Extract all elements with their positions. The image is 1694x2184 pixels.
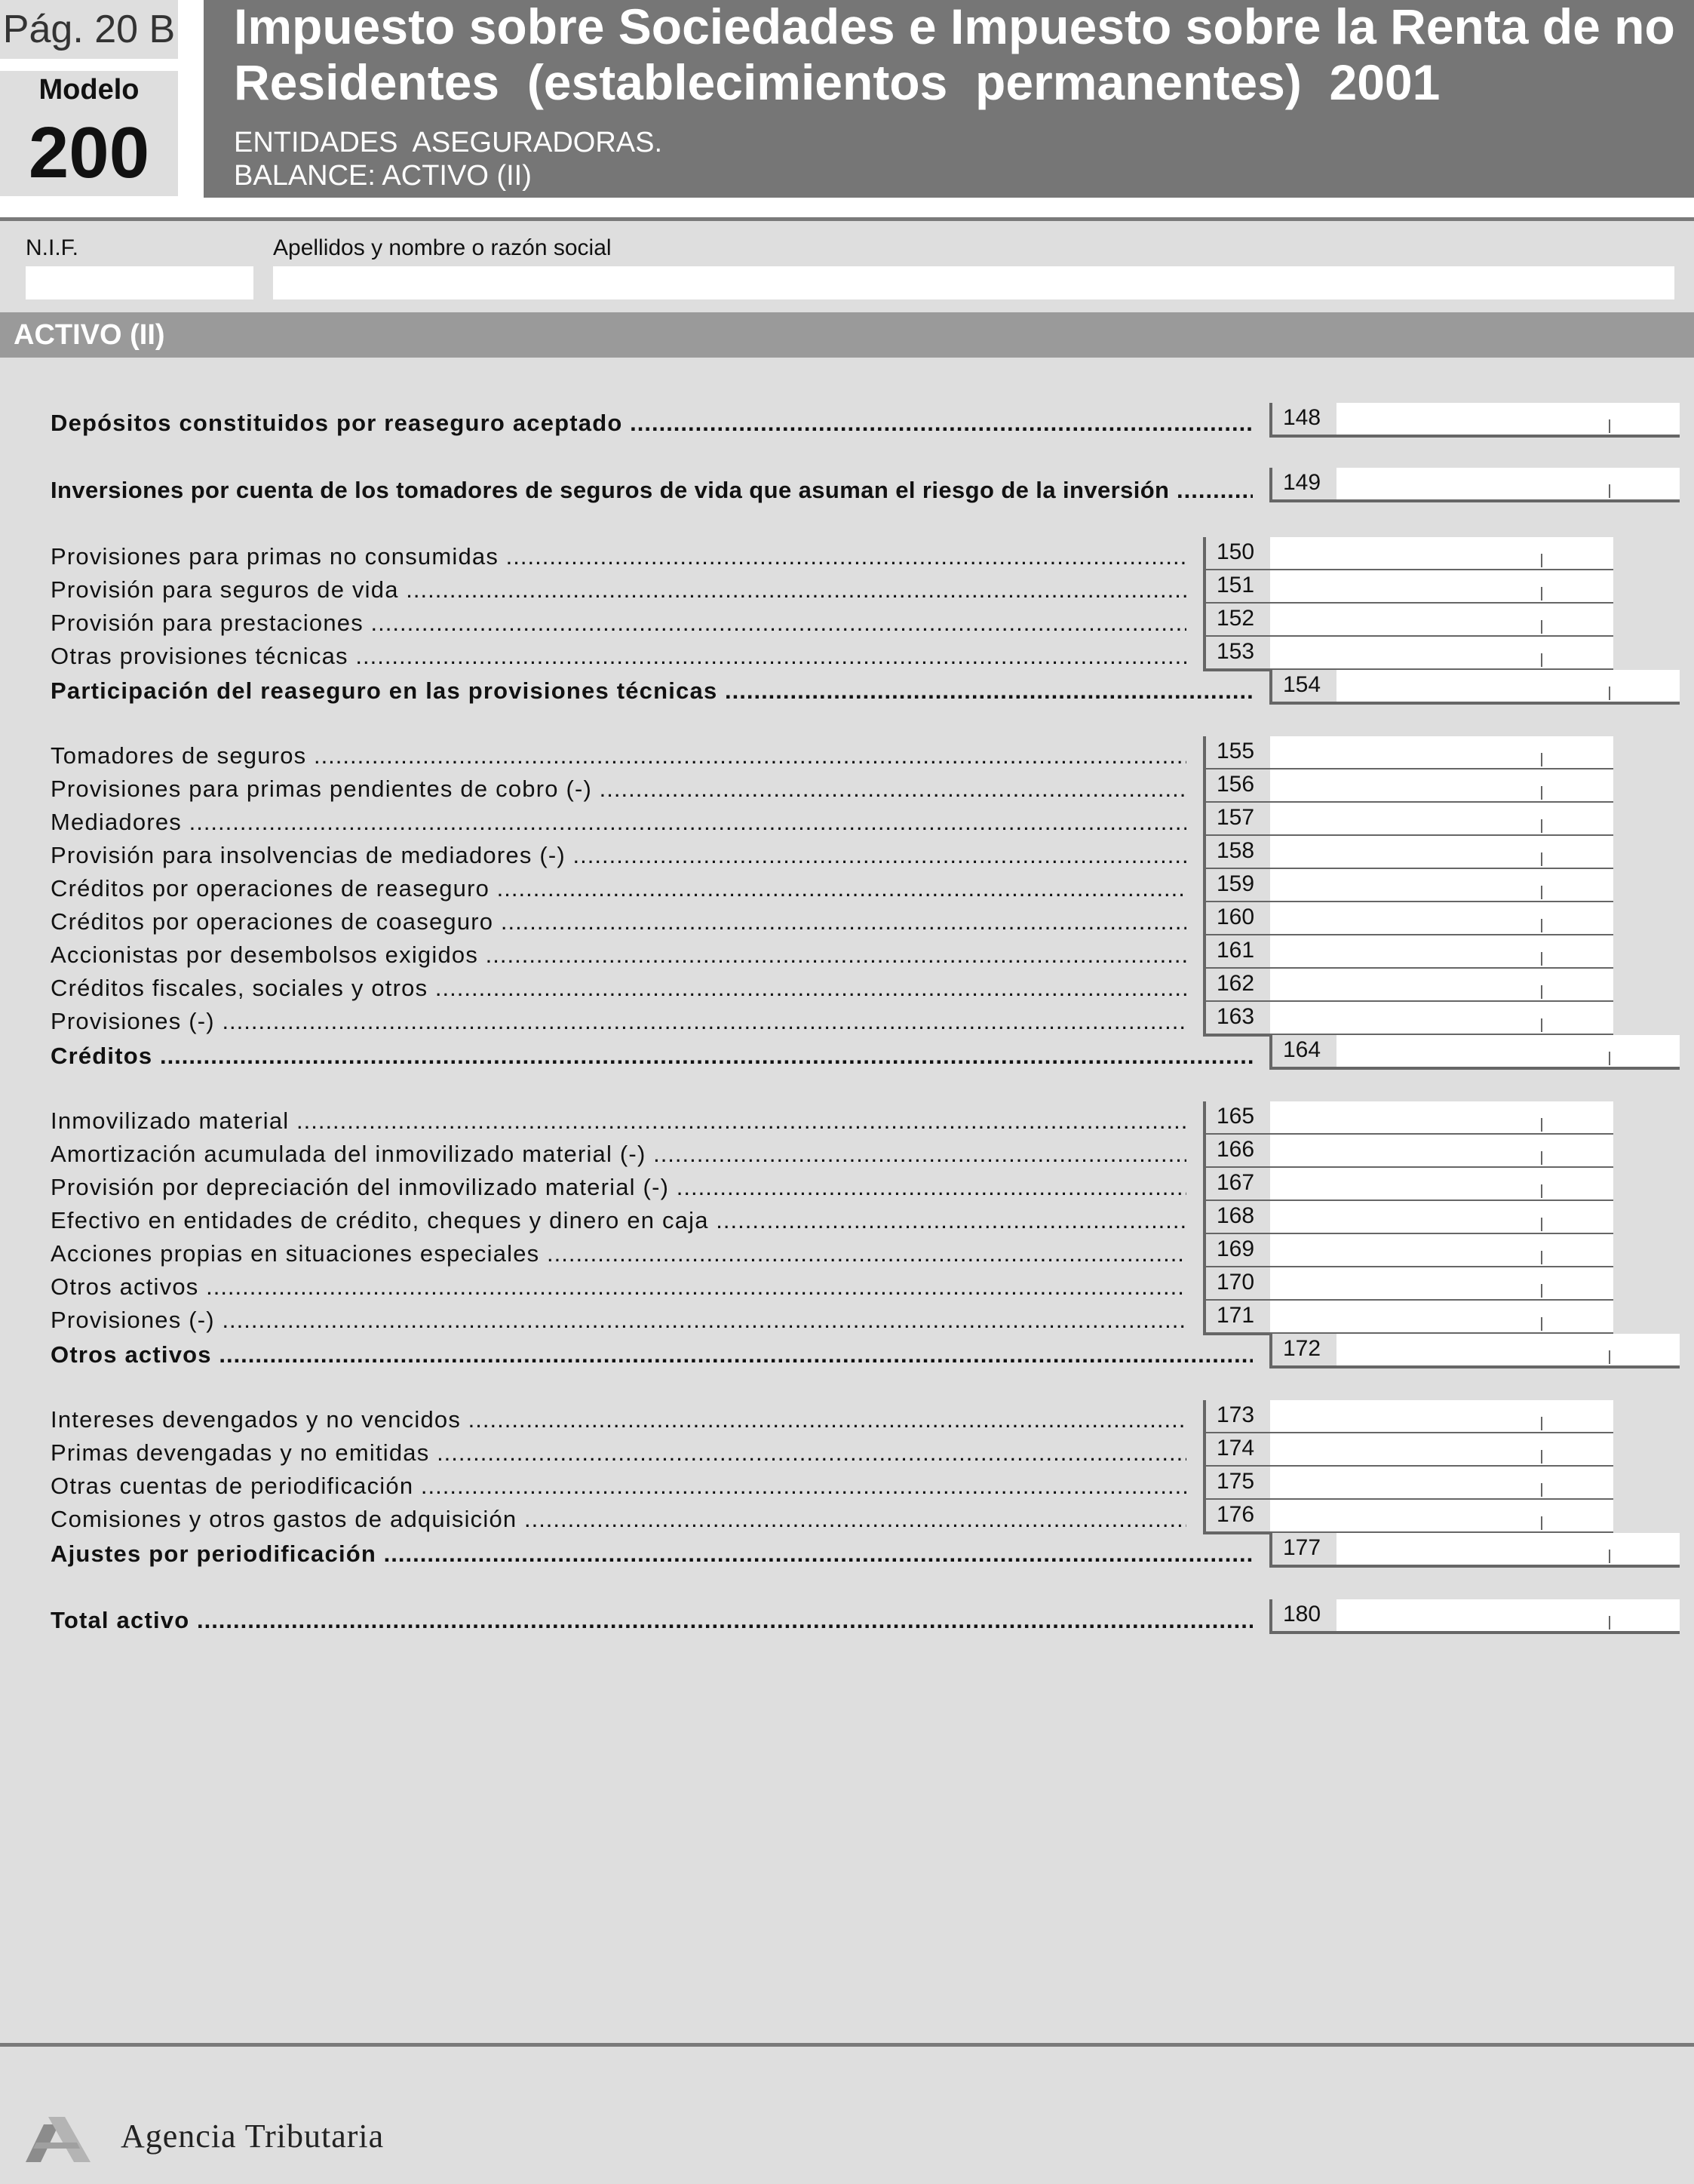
amount-field-168[interactable]: [1277, 1203, 1533, 1230]
row-label-176: Comisiones y otros gastos de adquisición .....: [51, 1504, 1186, 1534]
box-code: 176: [1206, 1500, 1270, 1531]
agencia-tributaria-logo-icon: [21, 2109, 94, 2167]
amount-box-177: [1269, 1533, 1680, 1568]
section-title: ACTIVO (II): [14, 319, 165, 351]
modelo-label: Modelo: [38, 74, 140, 106]
amount-field-176[interactable]: [1277, 1501, 1533, 1528]
row-label-173: Intereses devengados y no vencidos .....: [51, 1405, 1186, 1435]
decimal-tick: [1541, 1284, 1542, 1298]
row-label-168: Efectivo en entidades de crédito, cheques y dinero en caja .....: [51, 1206, 1186, 1236]
amount-box-148: [1269, 403, 1680, 438]
box-code: 159: [1206, 869, 1270, 901]
box-code: 155: [1206, 736, 1270, 768]
box-code: 160: [1206, 902, 1270, 934]
box-code: 163: [1206, 1002, 1270, 1034]
box-code: 152: [1206, 604, 1270, 635]
box-code: 175: [1206, 1467, 1270, 1498]
amount-box-176: [1203, 1500, 1613, 1534]
amount-box-156: [1203, 769, 1613, 804]
form-title-line-1: Impuesto sobre Sociedades e Impuesto sobre la Renta de no: [234, 0, 1675, 54]
amount-box-171: [1203, 1301, 1613, 1335]
amount-field-164[interactable]: [1343, 1037, 1600, 1064]
amount-box-172: [1269, 1334, 1680, 1368]
decimal-tick: [1541, 554, 1542, 567]
amount-box-161: [1203, 935, 1613, 970]
row-label-155: Tomadores de seguros .....: [51, 741, 1186, 771]
form-title-line-2: Residentes (establecimientos permanentes) 2001: [234, 54, 1441, 110]
box-code: 170: [1206, 1267, 1270, 1299]
box-code: 167: [1206, 1168, 1270, 1200]
form-title: [234, 0, 1682, 110]
box-code: 148: [1272, 403, 1336, 435]
row-label-154: Participación del reaseguro en las provisiones técnicas .....: [51, 676, 1253, 706]
modelo-number: 200: [28, 112, 150, 193]
decimal-tick: [1609, 1052, 1610, 1065]
amount-box-151: [1203, 570, 1613, 605]
row-label-161: Accionistas por desembolsos exigidos .....: [51, 940, 1186, 970]
amount-box-166: [1203, 1135, 1613, 1169]
amount-box-160: [1203, 902, 1613, 937]
amount-box-175: [1203, 1467, 1613, 1501]
box-code: 173: [1206, 1400, 1270, 1432]
amount-box-153: [1203, 637, 1613, 671]
decimal-tick: [1541, 952, 1542, 966]
amount-box-162: [1203, 969, 1613, 1003]
decimal-tick: [1609, 1616, 1610, 1630]
footer-divider: [0, 2043, 1694, 2047]
amount-box-157: [1203, 803, 1613, 837]
box-code: 174: [1206, 1433, 1270, 1465]
amount-box-173: [1203, 1400, 1613, 1435]
amount-box-163: [1203, 1002, 1613, 1037]
row-label-164: Créditos .....: [51, 1041, 1253, 1071]
row-label-156: Provisiones para primas pendientes de cobro (-) .....: [51, 774, 1186, 804]
amount-box-149: [1269, 468, 1680, 502]
amount-box-180: [1269, 1599, 1680, 1634]
decimal-tick: [1541, 1417, 1542, 1430]
box-code: 162: [1206, 969, 1270, 1000]
amount-box-154: [1269, 670, 1680, 705]
decimal-tick: [1541, 1317, 1542, 1331]
box-code: 150: [1206, 537, 1270, 569]
amount-field-149[interactable]: [1343, 469, 1600, 496]
row-label-160: Créditos por operaciones de coaseguro .....: [51, 907, 1186, 937]
amount-box-159: [1203, 869, 1613, 904]
row-label-171: Provisiones (-) .....: [51, 1305, 1186, 1335]
row-label-167: Provisión por depreciación del inmovilizado material (-) .....: [51, 1172, 1186, 1203]
amount-field-150[interactable]: [1277, 539, 1533, 566]
amount-box-164: [1269, 1035, 1680, 1070]
decimal-tick: [1541, 1118, 1542, 1132]
decimal-tick: [1609, 1550, 1610, 1563]
row-label-172: Otros activos .....: [51, 1340, 1253, 1370]
decimal-tick: [1541, 985, 1542, 999]
row-label-169: Acciones propias en situaciones especiales .....: [51, 1239, 1186, 1269]
amount-box-165: [1203, 1101, 1613, 1136]
box-code: 166: [1206, 1135, 1270, 1166]
amount-field-157[interactable]: [1277, 804, 1533, 831]
amount-field-159[interactable]: [1277, 871, 1533, 898]
amount-box-152: [1203, 604, 1613, 638]
amount-field-180[interactable]: [1343, 1601, 1600, 1628]
amount-field-156[interactable]: [1277, 771, 1533, 798]
decimal-tick: [1541, 587, 1542, 601]
form-subtitle-2: BALANCE: ACTIVO (II): [234, 160, 532, 192]
nif-label: N.I.F.: [26, 235, 79, 260]
nif-field[interactable]: [26, 266, 253, 299]
row-label-150: Provisiones para primas no consumidas .....: [51, 542, 1186, 572]
decimal-tick: [1541, 819, 1542, 833]
box-code: 168: [1206, 1201, 1270, 1233]
decimal-tick: [1541, 1483, 1542, 1497]
decimal-tick: [1541, 1184, 1542, 1198]
amount-box-155: [1203, 736, 1613, 771]
footer-agency-name: Agencia Tributaria: [121, 2118, 385, 2155]
row-label-157: Mediadores .....: [51, 807, 1186, 837]
row-label-170: Otros activos .....: [51, 1272, 1186, 1302]
row-label-174: Primas devengadas y no emitidas .....: [51, 1438, 1186, 1468]
row-label-180: Total activo .....: [51, 1605, 1253, 1636]
box-code: 177: [1272, 1533, 1336, 1565]
amount-field-172[interactable]: [1343, 1335, 1600, 1362]
box-code: 156: [1206, 769, 1270, 801]
decimal-tick: [1541, 753, 1542, 766]
amount-box-170: [1203, 1267, 1613, 1302]
decimal-tick: [1541, 1218, 1542, 1231]
amount-box-168: [1203, 1201, 1613, 1236]
box-code: 149: [1272, 468, 1336, 499]
amount-field-160[interactable]: [1277, 904, 1533, 931]
box-code: 169: [1206, 1234, 1270, 1266]
row-label-158: Provisión para insolvencias de mediadores (-) .....: [51, 840, 1186, 871]
amount-field-148[interactable]: [1343, 404, 1600, 432]
box-code: 172: [1272, 1334, 1336, 1365]
decimal-tick: [1541, 886, 1542, 899]
row-label-162: Créditos fiscales, sociales y otros .....: [51, 973, 1186, 1003]
amount-field-161[interactable]: [1277, 937, 1533, 964]
decimal-tick: [1609, 484, 1610, 498]
amount-field-171[interactable]: [1277, 1302, 1533, 1329]
amount-field-151[interactable]: [1277, 572, 1533, 599]
amount-field-152[interactable]: [1277, 605, 1533, 632]
box-code: 165: [1206, 1101, 1270, 1133]
page-label: Pág. 20 B: [2, 8, 176, 51]
amount-box-158: [1203, 836, 1613, 871]
row-label-151: Provisión para seguros de vida .....: [51, 575, 1186, 605]
amount-field-169[interactable]: [1277, 1236, 1533, 1263]
decimal-tick: [1609, 419, 1610, 433]
box-code: 171: [1206, 1301, 1270, 1332]
box-code: 153: [1206, 637, 1270, 668]
row-label-159: Créditos por operaciones de reaseguro .....: [51, 874, 1186, 904]
amount-box-150: [1203, 537, 1613, 572]
decimal-tick: [1541, 1251, 1542, 1264]
amount-field-154[interactable]: [1343, 671, 1600, 699]
row-label-163: Provisiones (-) .....: [51, 1006, 1186, 1037]
section-bar: [0, 312, 1694, 358]
row-label-177: Ajustes por periodificación .....: [51, 1539, 1253, 1569]
row-label-153: Otras provisiones técnicas .....: [51, 641, 1186, 671]
row-label-152: Provisión para prestaciones .....: [51, 608, 1186, 638]
amount-field-175[interactable]: [1277, 1468, 1533, 1495]
row-label-166: Amortización acumulada del inmovilizado material (-) .....: [51, 1139, 1186, 1169]
box-code: 164: [1272, 1035, 1336, 1067]
amount-field-153[interactable]: [1277, 638, 1533, 665]
amount-field-173[interactable]: [1277, 1402, 1533, 1429]
amount-field-170[interactable]: [1277, 1269, 1533, 1296]
decimal-tick: [1541, 653, 1542, 667]
amount-field-158[interactable]: [1277, 837, 1533, 865]
amount-field-177[interactable]: [1343, 1534, 1600, 1562]
form-subtitle-1: ENTIDADES ASEGURADORAS.: [234, 127, 663, 158]
amount-box-167: [1203, 1168, 1613, 1203]
box-code: 158: [1206, 836, 1270, 868]
amount-field-165[interactable]: [1277, 1103, 1533, 1130]
name-field[interactable]: [273, 266, 1674, 299]
box-code: 154: [1272, 670, 1336, 702]
amount-field-166[interactable]: [1277, 1136, 1533, 1163]
row-label-175: Otras cuentas de periodificación .....: [51, 1471, 1186, 1501]
amount-field-167[interactable]: [1277, 1169, 1533, 1196]
box-code: 151: [1206, 570, 1270, 602]
decimal-tick: [1541, 919, 1542, 932]
decimal-tick: [1541, 1018, 1542, 1032]
box-code: 161: [1206, 935, 1270, 967]
row-label-165: Inmovilizado material .....: [51, 1106, 1186, 1136]
decimal-tick: [1541, 620, 1542, 634]
amount-field-163[interactable]: [1277, 1003, 1533, 1031]
decimal-tick: [1609, 687, 1610, 700]
decimal-tick: [1541, 852, 1542, 866]
amount-box-174: [1203, 1433, 1613, 1468]
amount-box-169: [1203, 1234, 1613, 1269]
box-code: 157: [1206, 803, 1270, 834]
amount-field-174[interactable]: [1277, 1435, 1533, 1462]
decimal-tick: [1609, 1350, 1610, 1364]
row-label-149: Inversiones por cuenta de los tomadores de seguros de vida que asuman el riesgo de la inversión .....: [51, 475, 1253, 505]
amount-field-155[interactable]: [1277, 738, 1533, 765]
decimal-tick: [1541, 786, 1542, 800]
header-divider: [0, 217, 1694, 221]
box-code: 180: [1272, 1599, 1336, 1631]
decimal-tick: [1541, 1450, 1542, 1464]
decimal-tick: [1541, 1516, 1542, 1530]
decimal-tick: [1541, 1151, 1542, 1165]
name-label: Apellidos y nombre o razón social: [273, 235, 612, 260]
row-label-148: Depósitos constituidos por reaseguro aceptado .....: [51, 408, 1253, 438]
amount-field-162[interactable]: [1277, 970, 1533, 997]
